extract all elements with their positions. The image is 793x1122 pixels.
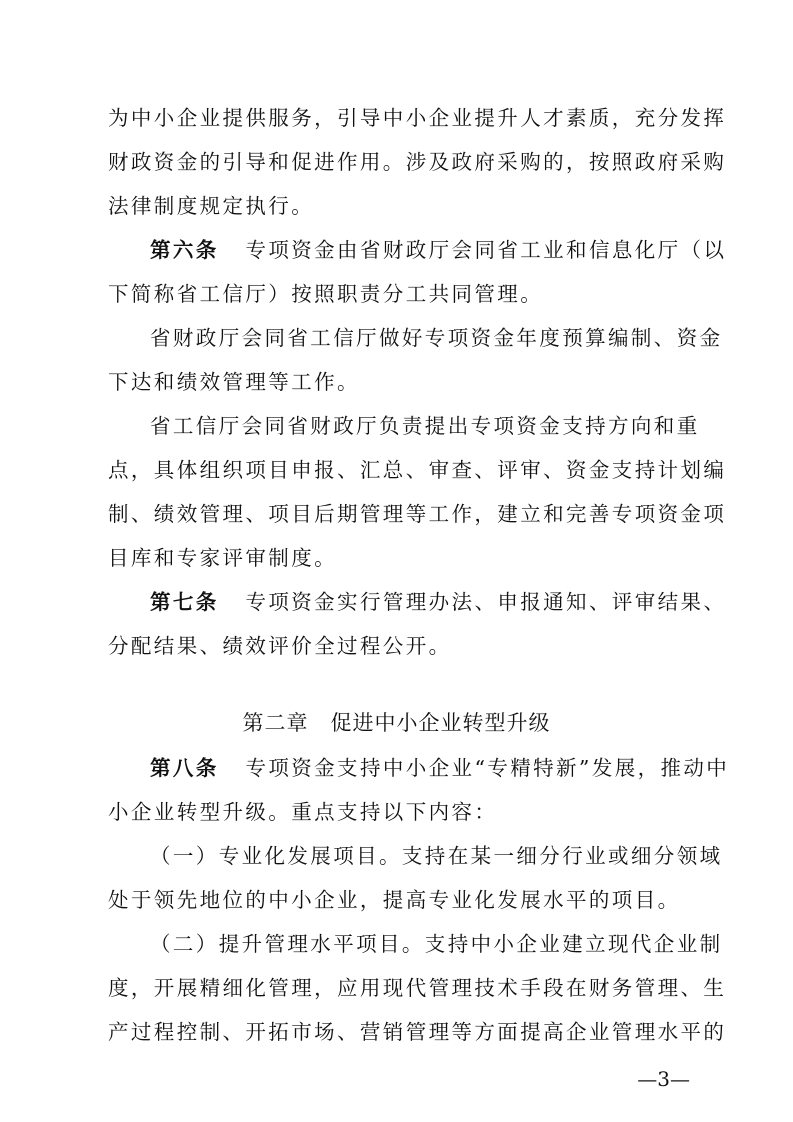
body-text-line: 处于领先地位的中小企业，提高专业化发展水平的项目。 [108, 888, 681, 912]
page-number: —3— [637, 1067, 690, 1091]
body-text-line: 目库和专家评审制度。 [108, 546, 337, 570]
body-text-line: 财政资金的引导和促进作用。涉及政府采购的，按照政府采购 [108, 150, 727, 174]
article-line [150, 755, 730, 781]
body-text-line: 为中小企业提供服务，引导中小企业提升人才素质，充分发挥 [108, 106, 727, 130]
article-heading: 第六条 [150, 238, 219, 262]
body-text-line: （二）提升管理水平项目。支持中小企业建立现代企业制 [150, 932, 723, 956]
body-text-line: 下简称省工信厅）按照职责分工共同管理。 [108, 282, 544, 306]
body-text-line: 法律制度规定执行。 [108, 194, 315, 218]
article-line [150, 237, 727, 263]
body-text-line: 产过程控制、开拓市场、营销管理等方面提高企业管理水平的 [108, 1020, 727, 1044]
article-heading: 第八条 [150, 756, 219, 780]
article-heading: 第七条 [150, 590, 219, 614]
body-text-line: 点，具体组织项目申报、汇总、审查、评审、资金支持计划编 [108, 458, 727, 482]
body-text-line: 度，开展精细化管理，应用现代管理技术手段在财务管理、生 [108, 976, 727, 1000]
body-text: 专项资金支持中小企业“专精特新”发展，推动中 [245, 756, 730, 780]
body-text-line: 小企业转型升级。重点支持以下内容： [108, 800, 498, 824]
body-text-line: 下达和绩效管理等工作。 [108, 370, 360, 394]
body-text-line: 省财政厅会同省工信厅做好专项资金年度预算编制、资金 [150, 326, 723, 350]
body-text-line: 省工信厅会同省财政厅负责提出专项资金支持方向和重 [150, 414, 700, 438]
body-text-line: 制、绩效管理、项目后期管理等工作，建立和完善专项资金项 [108, 502, 727, 526]
article-line [150, 589, 727, 615]
body-text-line: 分配结果、绩效评价全过程公开。 [108, 634, 452, 658]
chapter-title: 第二章 促进中小企业转型升级 [242, 711, 551, 735]
body-text: 专项资金由省财政厅会同省工业和信息化厅（以 [245, 238, 727, 262]
body-text-line: （一）专业化发展项目。支持在某一细分行业或细分领域 [150, 844, 723, 868]
body-text: 专项资金实行管理办法、申报通知、评审结果、 [245, 590, 727, 614]
